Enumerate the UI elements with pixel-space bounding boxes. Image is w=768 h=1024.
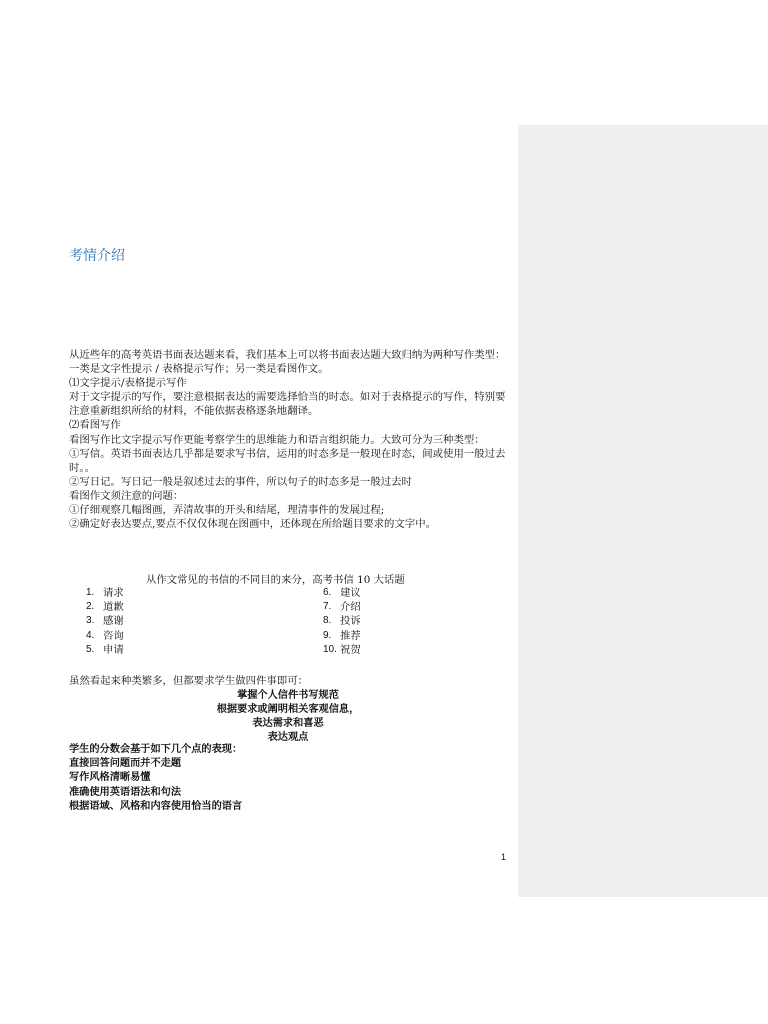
paragraph: ②确定好表达要点,要点不仅仅体现在图画中，还体现在所给题目要求的文字中。 <box>69 518 436 531</box>
list-text: 道歉 <box>103 601 124 614</box>
list-text: 介绍 <box>340 601 361 614</box>
paragraph: ⑵看图写作 <box>69 419 121 432</box>
requirement-line: 表达观点 <box>267 732 309 743</box>
list-text: 申请 <box>103 643 124 656</box>
paragraph: 看图写作比文字提示写作更能考察学生的思维能力和语言组织能力。大致可分为三种类型： <box>69 433 485 446</box>
list-number: 9. <box>323 629 332 641</box>
paragraph: 看图作文须注意的问题： <box>69 489 184 502</box>
list-item <box>86 600 124 614</box>
body-text <box>69 348 507 531</box>
comment-pane <box>518 125 768 897</box>
page-number: 1 <box>501 852 507 862</box>
list-item <box>86 586 124 600</box>
requirement-line: 表达需求和喜恶 <box>252 718 324 729</box>
score-line: 直接回答问题而并不走题 <box>69 758 182 770</box>
paragraph: ①写信。英语书面表达几乎都是要求写书信，运用的时态多是一般现在时态，间或使用一般过去时。。 <box>69 447 506 474</box>
list-number: 7. <box>323 601 332 613</box>
list-item <box>86 614 124 628</box>
list-number: 6. <box>323 587 332 598</box>
list-text: 咨询 <box>103 629 124 642</box>
paragraph: ①仔细观察几幅图画，弄清故事的开头和结尾，理清事件的发展过程; <box>69 504 385 517</box>
topic-list-left <box>86 586 124 657</box>
list-text: 请求 <box>103 587 124 599</box>
score-line: 准确使用英语语法和句法 <box>69 786 182 798</box>
page-title: 考情介绍 <box>69 248 125 264</box>
paragraph: ②写日记。写日记一般是叙述过去的事件，所以句子的时态多是一般过去时 <box>69 475 412 488</box>
list-number: 10. <box>323 643 337 655</box>
score-line: 根据语域、风格和内容使用恰当的语言 <box>69 800 243 812</box>
list-text: 感谢 <box>103 615 124 628</box>
list-number: 8. <box>323 615 332 627</box>
list-text: 建议 <box>340 587 361 599</box>
list-item <box>323 629 361 643</box>
score-line: 写作风格清晰易懂 <box>69 772 151 784</box>
intro-text: 虽然看起来种类繁多，但都要求学生做四件事即可： <box>69 675 308 687</box>
list-item <box>86 629 124 643</box>
list-item <box>323 614 361 628</box>
paragraph: ⑴文字提示/表格提示写作 <box>69 377 187 390</box>
list-text: 投诉 <box>340 615 361 628</box>
list-text: 祝贺 <box>340 643 361 656</box>
list-item <box>86 643 124 657</box>
paragraph: 对于文字提示的写作，要注意根据表达的需要选择恰当的时态。如对于表格提示的写作，特别要注意重新组织所给的材料，不能依据表格逐条地翻译。 <box>69 391 506 418</box>
list-text: 推荐 <box>340 629 361 642</box>
list-number: 1. <box>86 587 95 598</box>
list-number: 5. <box>86 643 95 655</box>
list-item <box>323 586 361 600</box>
list-item <box>323 643 361 657</box>
topic-list-right <box>323 586 361 657</box>
score-line: 学生的分数会基于如下几个点的表现： <box>69 744 243 755</box>
paragraph: 从近些年的高考英语书面表达题来看，我们基本上可以将书面表达题大致归纳为两种写作类型：一类是文字性提示 / 表格提示写作；另一类是看图作文。 <box>69 349 506 376</box>
requirement-line: 掌握个人信件书写规范 <box>237 690 339 701</box>
list-number: 3. <box>86 615 95 627</box>
list-number: 2. <box>86 601 95 613</box>
requirement-line: 根据要求或阐明相关客观信息， <box>216 704 360 715</box>
list-title: 从作文常见的书信的不同目的来分，高考书信 10 大话题 <box>146 574 405 586</box>
list-item <box>323 600 361 614</box>
score-criteria <box>69 743 507 814</box>
list-number: 4. <box>86 629 95 641</box>
